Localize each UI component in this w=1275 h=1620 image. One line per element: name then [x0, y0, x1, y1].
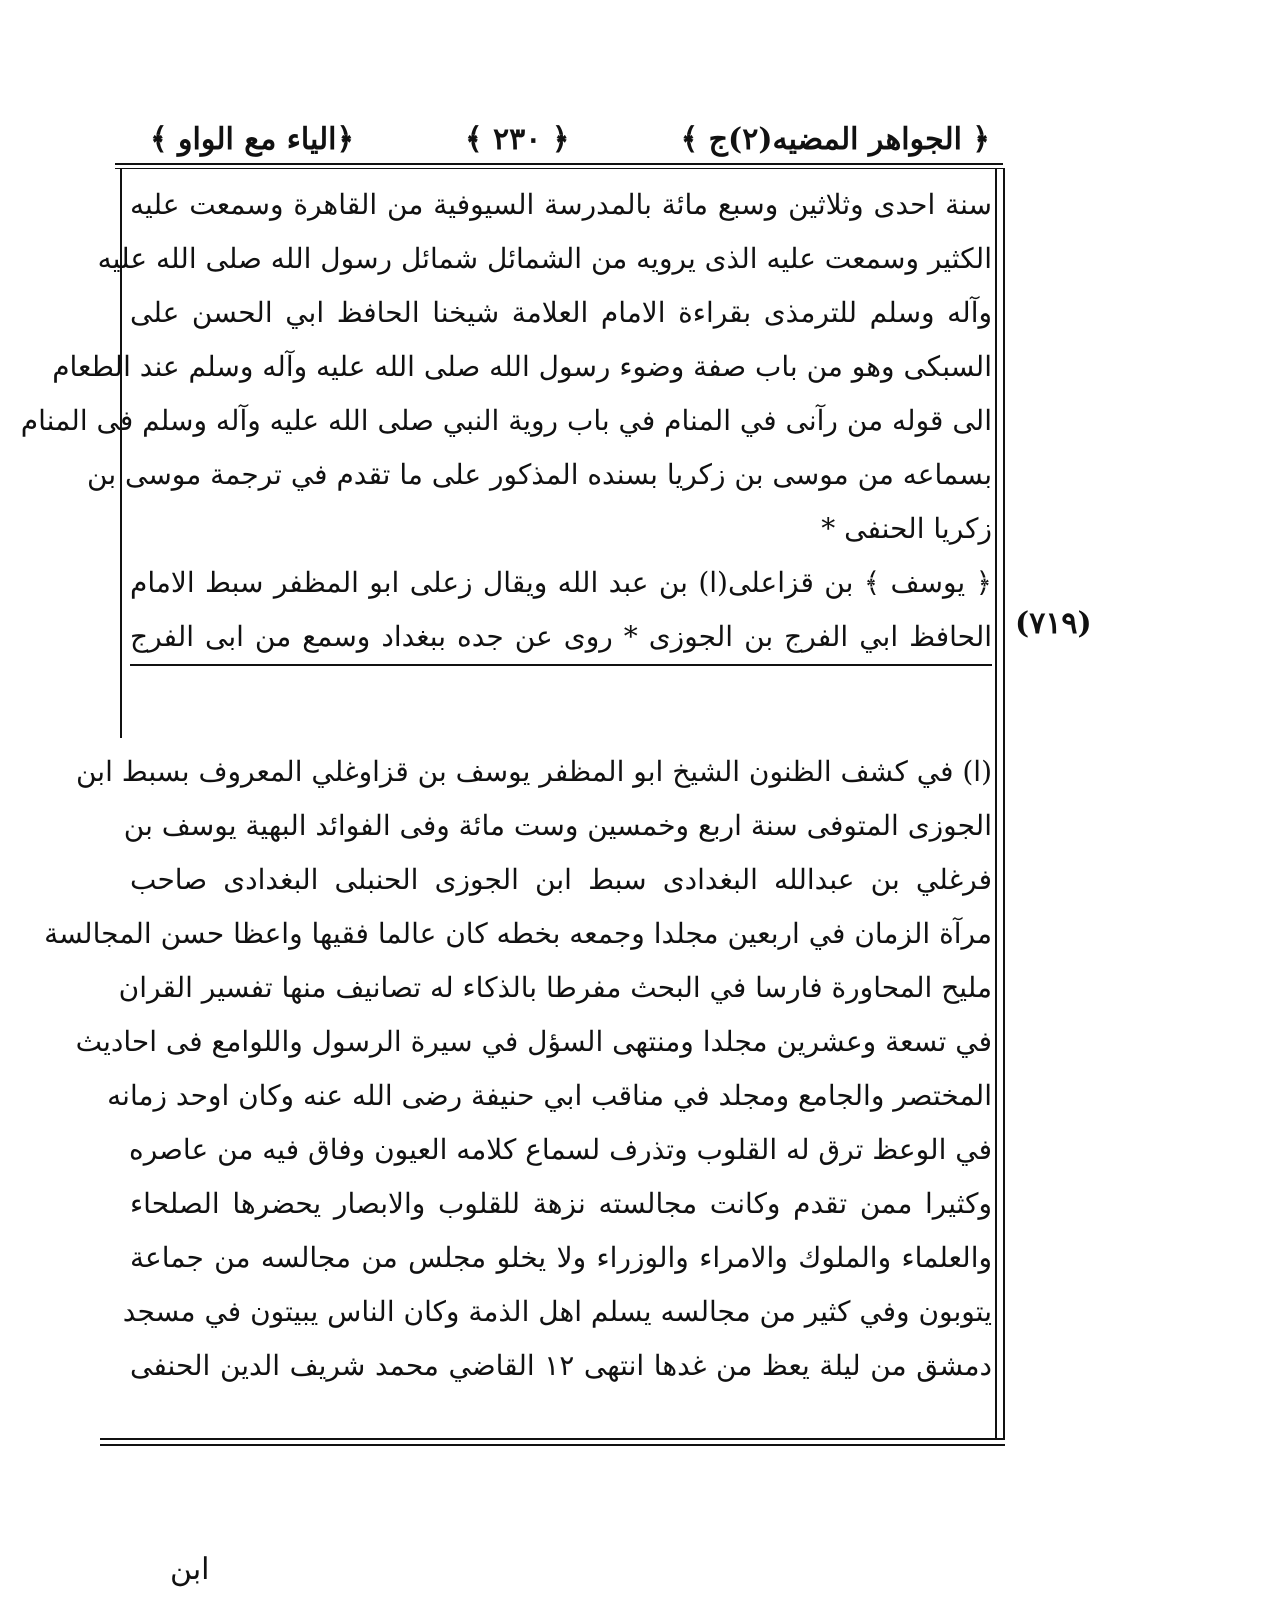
text-line: زكريا الحنفى *	[821, 512, 992, 545]
footnote-line: دمشق من ليلة يعظ من غدها انتهى ١٢ القاضي محمد شريف الدين الحنفى	[130, 1349, 992, 1382]
text-line: بسماعه من موسى بن زكريا بسنده المذكور على ما تقدم في ترجمة موسى بن	[87, 458, 992, 491]
footnote-line: فرغلي بن عبدالله البغدادى سبط ابن الجوزى الحنبلى البغدادى صاحب	[130, 863, 992, 896]
text-line: ﴿ يوسف ﴾ بن قزاعلى(ا) بن عبد الله ويقال زعلى ابو المظفر سبط الامام	[130, 566, 993, 599]
running-header	[130, 118, 990, 164]
catchword: ابن	[170, 1552, 210, 1587]
footnote-block	[44, 745, 992, 1393]
entry-number: (٧١٩)	[1015, 606, 1092, 641]
header-rule	[115, 168, 1003, 169]
text-line: الحافظ ابي الفرج بن الجوزى * روى عن جده ببغداد وسمع من ابى الفرج	[130, 610, 992, 666]
footnote-line: والعلماء والملوك والامراء والوزراء ولا يخلو مجلس من مجالسه من جماعة	[130, 1241, 992, 1274]
text-line: الكثير وسمعت عليه الذى يرويه من الشمائل شمائل رسول الله صلى الله عليه	[97, 242, 992, 275]
footnote-line: المختصر والجامع ومجلد في مناقب ابي حنيفة رضى الله عنه وكان اوحد زمانه	[107, 1079, 992, 1112]
book-title-header: ﴿ الجواهر المضيه(٢)ج ﴾	[680, 122, 990, 157]
footnote-line: في تسعة وعشرين مجلدا ومنتهى السؤل في سيرة الرسول واللوامع فى احاديث	[75, 1025, 992, 1058]
header-rule	[115, 163, 1003, 165]
footnote-line: مرآة الزمان في اربعين مجلدا وجمعه بخطه كان عالما فقيها واعظا حسن المجالسة	[44, 917, 992, 950]
footnote-line: يتوبون وفي كثير من مجالسه يسلم اهل الذمة وكان الناس يبيتون في مسجد	[122, 1295, 992, 1328]
text-line: الى قوله من رآنى في المنام في باب روية النبي صلى الله عليه وآله وسلم فى المنام	[20, 404, 992, 437]
chapter-header: ﴿الياء مع الواو ﴾	[150, 122, 355, 157]
text-line: السبكى وهو من باب صفة وضوء رسول الله صلى الله عليه وآله وسلم عند الطعام	[52, 350, 992, 383]
footnote-line: الجوزى المتوفى سنة اربع وخمسين وست مائة وفى الفوائد البهية يوسف بن	[123, 809, 992, 842]
footnote-line: مليح المحاورة فارسا في البحث مفرطا بالذكاء له تصانيف منها تفسير القران	[118, 971, 992, 1004]
main-text	[20, 178, 993, 666]
frame-rule-right	[995, 168, 997, 1438]
footnote-line: وكثيرا ممن تقدم وكانت مجالسته نزهة للقلوب والابصار يحضرها الصلحاء	[130, 1187, 992, 1220]
page-number: ﴿ ٢٣٠ ﴾	[465, 122, 570, 157]
text-line: سنة احدى وثلاثين وسبع مائة بالمدرسة السيوفية من القاهرة وسمعت عليه	[130, 188, 992, 221]
frame-rule-right	[1003, 168, 1005, 1438]
footnote-line: (ا) في كشف الظنون الشيخ ابو المظفر يوسف بن قزاوغلي المعروف بسبط ابن	[75, 755, 992, 788]
footer-rule	[100, 1444, 1005, 1446]
footnote-line: في الوعظ ترق له القلوب وتذرف لسماع كلامه العيون وفاق فيه من عاصره	[129, 1133, 992, 1166]
footer-rule	[100, 1438, 1005, 1440]
text-line: وآله وسلم للترمذى بقراءة الامام العلامة شيخنا الحافظ ابي الحسن على	[130, 296, 992, 329]
